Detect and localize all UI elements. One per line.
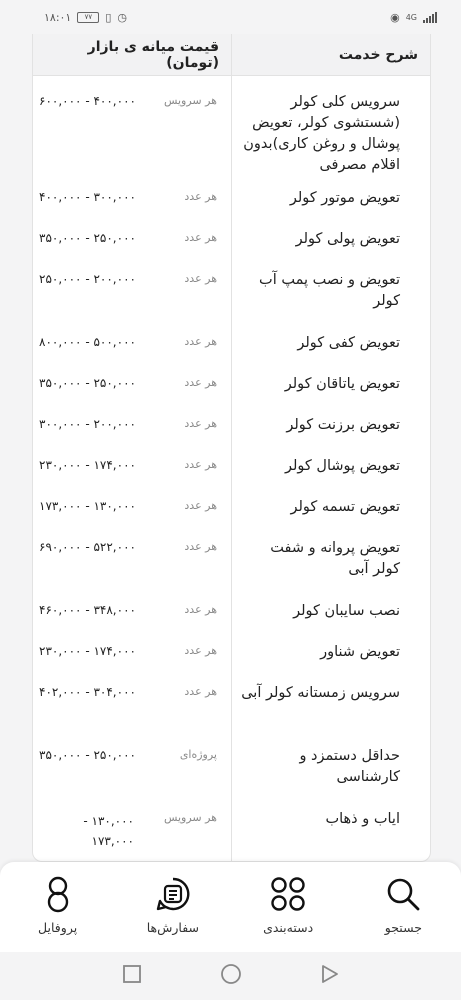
price-unit: هر عدد [184, 231, 217, 244]
table-row [33, 213, 430, 254]
price-range: ۳۰۰,۰۰۰ - ۴۰۰,۰۰۰ [39, 190, 136, 204]
back-button[interactable] [320, 964, 340, 988]
nav-profile-label: پروفایل [38, 920, 78, 935]
service-name: تعویض شناور [231, 626, 430, 667]
price-cell [33, 667, 231, 730]
table-header [33, 34, 430, 76]
price-range: ۲۵۰,۰۰۰ - ۳۵۰,۰۰۰ [39, 748, 136, 762]
service-name: تعویض برزنت کولر [231, 399, 430, 440]
price-unit: هر عدد [184, 417, 217, 430]
price-cell [33, 522, 231, 585]
price-unit: هر عدد [184, 540, 217, 553]
hotspot-icon: ◉ [390, 10, 400, 24]
alarm-icon: ◷ [117, 10, 128, 24]
service-name: سرویس زمستانه کولر آبی [231, 667, 430, 730]
table-row [33, 730, 430, 793]
battery-icon: ۷۷ [77, 12, 99, 23]
service-name: ایاب و ذهاب [231, 793, 430, 862]
price-range: ۴۰۰,۰۰۰ - ۶۰۰,۰۰۰ [39, 94, 136, 108]
price-range: ۲۵۰,۰۰۰ - ۳۵۰,۰۰۰ [39, 376, 136, 390]
vibrate-icon: ▯ [105, 10, 112, 24]
table-row [33, 254, 430, 317]
price-cell [33, 399, 231, 440]
price-unit: هر عدد [184, 644, 217, 657]
nav-search-label: جستجو [384, 920, 422, 935]
price-cell [33, 358, 231, 399]
table-row [33, 172, 430, 213]
status-left [44, 11, 127, 24]
service-name: تعویض پولی کولر [231, 213, 430, 254]
price-cell [33, 440, 231, 481]
header-service: شرح خدمت [231, 34, 430, 75]
nav-profile[interactable] [13, 874, 103, 935]
system-navigation-bar [0, 952, 461, 1000]
table-row [33, 522, 430, 585]
price-table [32, 34, 431, 862]
price-unit: هر عدد [184, 335, 217, 348]
price-unit: هر سرویس [163, 811, 217, 824]
table-row [33, 626, 430, 667]
table-row [33, 399, 430, 440]
price-unit: هر عدد [184, 458, 217, 471]
network-type: 4G [405, 12, 417, 22]
nav-search[interactable] [358, 874, 448, 935]
table-row [33, 481, 430, 522]
price-cell [33, 481, 231, 522]
profile-icon [38, 874, 78, 914]
table-row [33, 793, 430, 862]
table-row [33, 76, 430, 172]
service-name: تعویض تسمه کولر [231, 481, 430, 522]
table-row [33, 440, 430, 481]
price-range: ۲۰۰,۰۰۰ - ۲۵۰,۰۰۰ [39, 272, 136, 286]
price-cell [33, 254, 231, 317]
price-range: ۱۷۴,۰۰۰ - ۲۳۰,۰۰۰ [39, 644, 136, 658]
price-range: ۵۰۰,۰۰۰ - ۸۰۰,۰۰۰ [39, 335, 136, 349]
service-name: سرویس کلی کولر (شستشوی کولر، تعویض پوشال و روغن کاری)بدون اقلام مصرفی [231, 76, 430, 172]
home-button[interactable] [220, 963, 242, 989]
price-cell [33, 626, 231, 667]
table-row [33, 585, 430, 626]
price-range: ۱۷۴,۰۰۰ - ۲۳۰,۰۰۰ [39, 458, 136, 472]
orders-icon [153, 874, 193, 914]
service-name: نصب سایبان کولر [231, 585, 430, 626]
nav-orders-label: سفارش‌ها [146, 920, 200, 935]
service-name: تعویض پروانه و شفت کولر آبی [231, 522, 430, 585]
bottom-navigation [0, 862, 461, 952]
price-cell [33, 213, 231, 254]
price-unit: هر عدد [184, 603, 217, 616]
service-name: تعویض یاتاقان کولر [231, 358, 430, 399]
service-name: تعویض کفی کولر [231, 317, 430, 358]
table-row [33, 317, 430, 358]
nav-orders[interactable] [128, 874, 218, 935]
service-name: حداقل دستمزد و کارشناسی [231, 730, 430, 793]
table-row [33, 358, 430, 399]
header-price: قیمت میانه ی بازار (تومان) [87, 38, 219, 71]
recents-button[interactable] [122, 964, 142, 988]
service-name: تعویض و نصب پمپ آب کولر [231, 254, 430, 317]
service-name: تعویض موتور کولر [231, 172, 430, 213]
price-unit: هر عدد [184, 376, 217, 389]
price-range: ۱۳۰,۰۰۰ - ۱۷۳,۰۰۰ [83, 814, 134, 848]
nav-categories-label: دسته‌بندی [263, 920, 314, 935]
price-cell [33, 793, 231, 862]
nav-categories[interactable] [243, 874, 333, 935]
status-right [390, 11, 437, 24]
price-range: ۲۵۰,۰۰۰ - ۳۵۰,۰۰۰ [39, 231, 136, 245]
table-row [33, 667, 430, 730]
price-range: ۳۰۴,۰۰۰ - ۴۰۲,۰۰۰ [39, 685, 136, 699]
search-icon [383, 874, 423, 914]
price-range: ۳۴۸,۰۰۰ - ۴۶۰,۰۰۰ [39, 603, 136, 617]
status-time: ۱۸:۰۱ [44, 10, 72, 24]
price-range: ۲۰۰,۰۰۰ - ۳۰۰,۰۰۰ [39, 417, 136, 431]
price-cell [33, 585, 231, 626]
signal-icon [423, 11, 437, 23]
price-cell [33, 172, 231, 213]
price-range: ۱۳۰,۰۰۰ - ۱۷۳,۰۰۰ [39, 499, 136, 513]
price-unit: هر عدد [184, 685, 217, 698]
price-unit: هر عدد [184, 190, 217, 203]
price-unit: هر عدد [184, 499, 217, 512]
price-unit: هر سرویس [163, 94, 217, 107]
price-unit: پروژه‌ای [179, 748, 217, 761]
categories-icon [268, 874, 308, 914]
price-cell [33, 76, 231, 172]
price-cell [33, 730, 231, 793]
price-cell [33, 317, 231, 358]
price-range: ۵۲۲,۰۰۰ - ۶۹۰,۰۰۰ [39, 540, 136, 554]
status-bar [0, 0, 461, 34]
service-name: تعویض پوشال کولر [231, 440, 430, 481]
price-unit: هر عدد [184, 272, 217, 285]
